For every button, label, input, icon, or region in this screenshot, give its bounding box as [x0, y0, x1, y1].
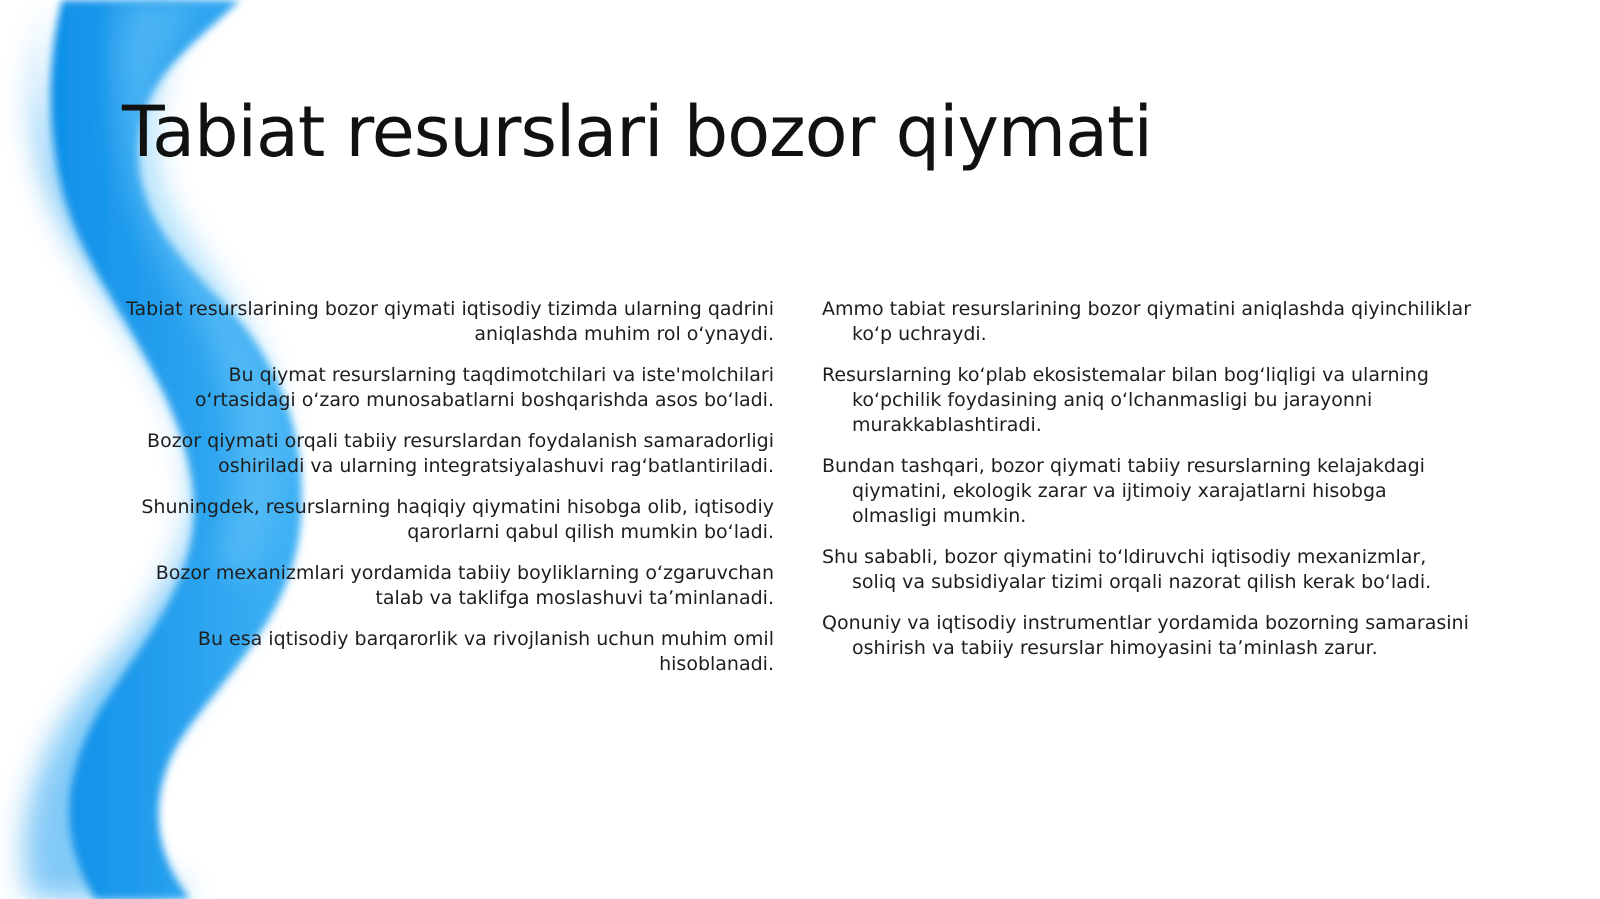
list-item: Bozor mexanizmlari yordamida tabiiy boyliklarning oʻzgaruvchan talab va taklifga moslashuvi taʼminlanadi. [155, 562, 774, 609]
list-item: Shuningdek, resurslarning haqiqiy qiymatini hisobga olib, iqtisodiy qarorlarni qabul qilish mumkin boʻladi. [141, 496, 774, 543]
list-item: Bu qiymat resurslarning taqdimotchilari va iste'molchilari oʻrtasidagi oʻzaro munosabatlarni boshqarishda asos boʻladi. [194, 364, 774, 411]
list-item: Shu sababli, bozor qiymatini toʻldiruvchi iqtisodiy mexanizmlar, soliq va subsidiyalar tizimi orqali nazorat qilish kerak boʻladi. [822, 546, 1432, 593]
list-item: Bundan tashqari, bozor qiymati tabiiy resurslarning kelajakdagi qiymatini, ekologik zarar va ijtimoiy xarajatlarni hisobga olmasligi mumkin. [822, 455, 1425, 527]
slide-title: Tabiat resurslari bozor qiymati [122, 91, 1152, 173]
right-column-list [822, 297, 1472, 677]
list-item: Ammo tabiat resurslarining bozor qiymatini aniqlashda qiyinchiliklar koʻp uchraydi. [822, 298, 1472, 345]
list-item: Bozor qiymati orqali tabiiy resurslardan foydalanish samaradorligi oshiriladi va ularning integratsiyalashuvi ragʻbatlantiriladi. [147, 430, 774, 477]
list-item: Tabiat resurslarining bozor qiymati iqtisodiy tizimda ularning qadrini aniqlashda muhim rol oʻynaydi. [126, 298, 774, 345]
list-item: Bu esa iqtisodiy barqarorlik va rivojlanish uchun muhim omil hisoblanadi. [197, 628, 774, 675]
list-item: Resurslarning koʻplab ekosistemalar bilan bogʻliqligi va ularning koʻpchilik foydasining aniq oʻlchanmasligi bu jarayonni murakkablashtiradi. [822, 364, 1429, 436]
left-column-list [124, 297, 774, 693]
list-item: Qonuniy va iqtisodiy instrumentlar yordamida bozorning samarasini oshirish va tabiiy resurslar himoyasini taʼminlash zarur. [822, 612, 1469, 659]
